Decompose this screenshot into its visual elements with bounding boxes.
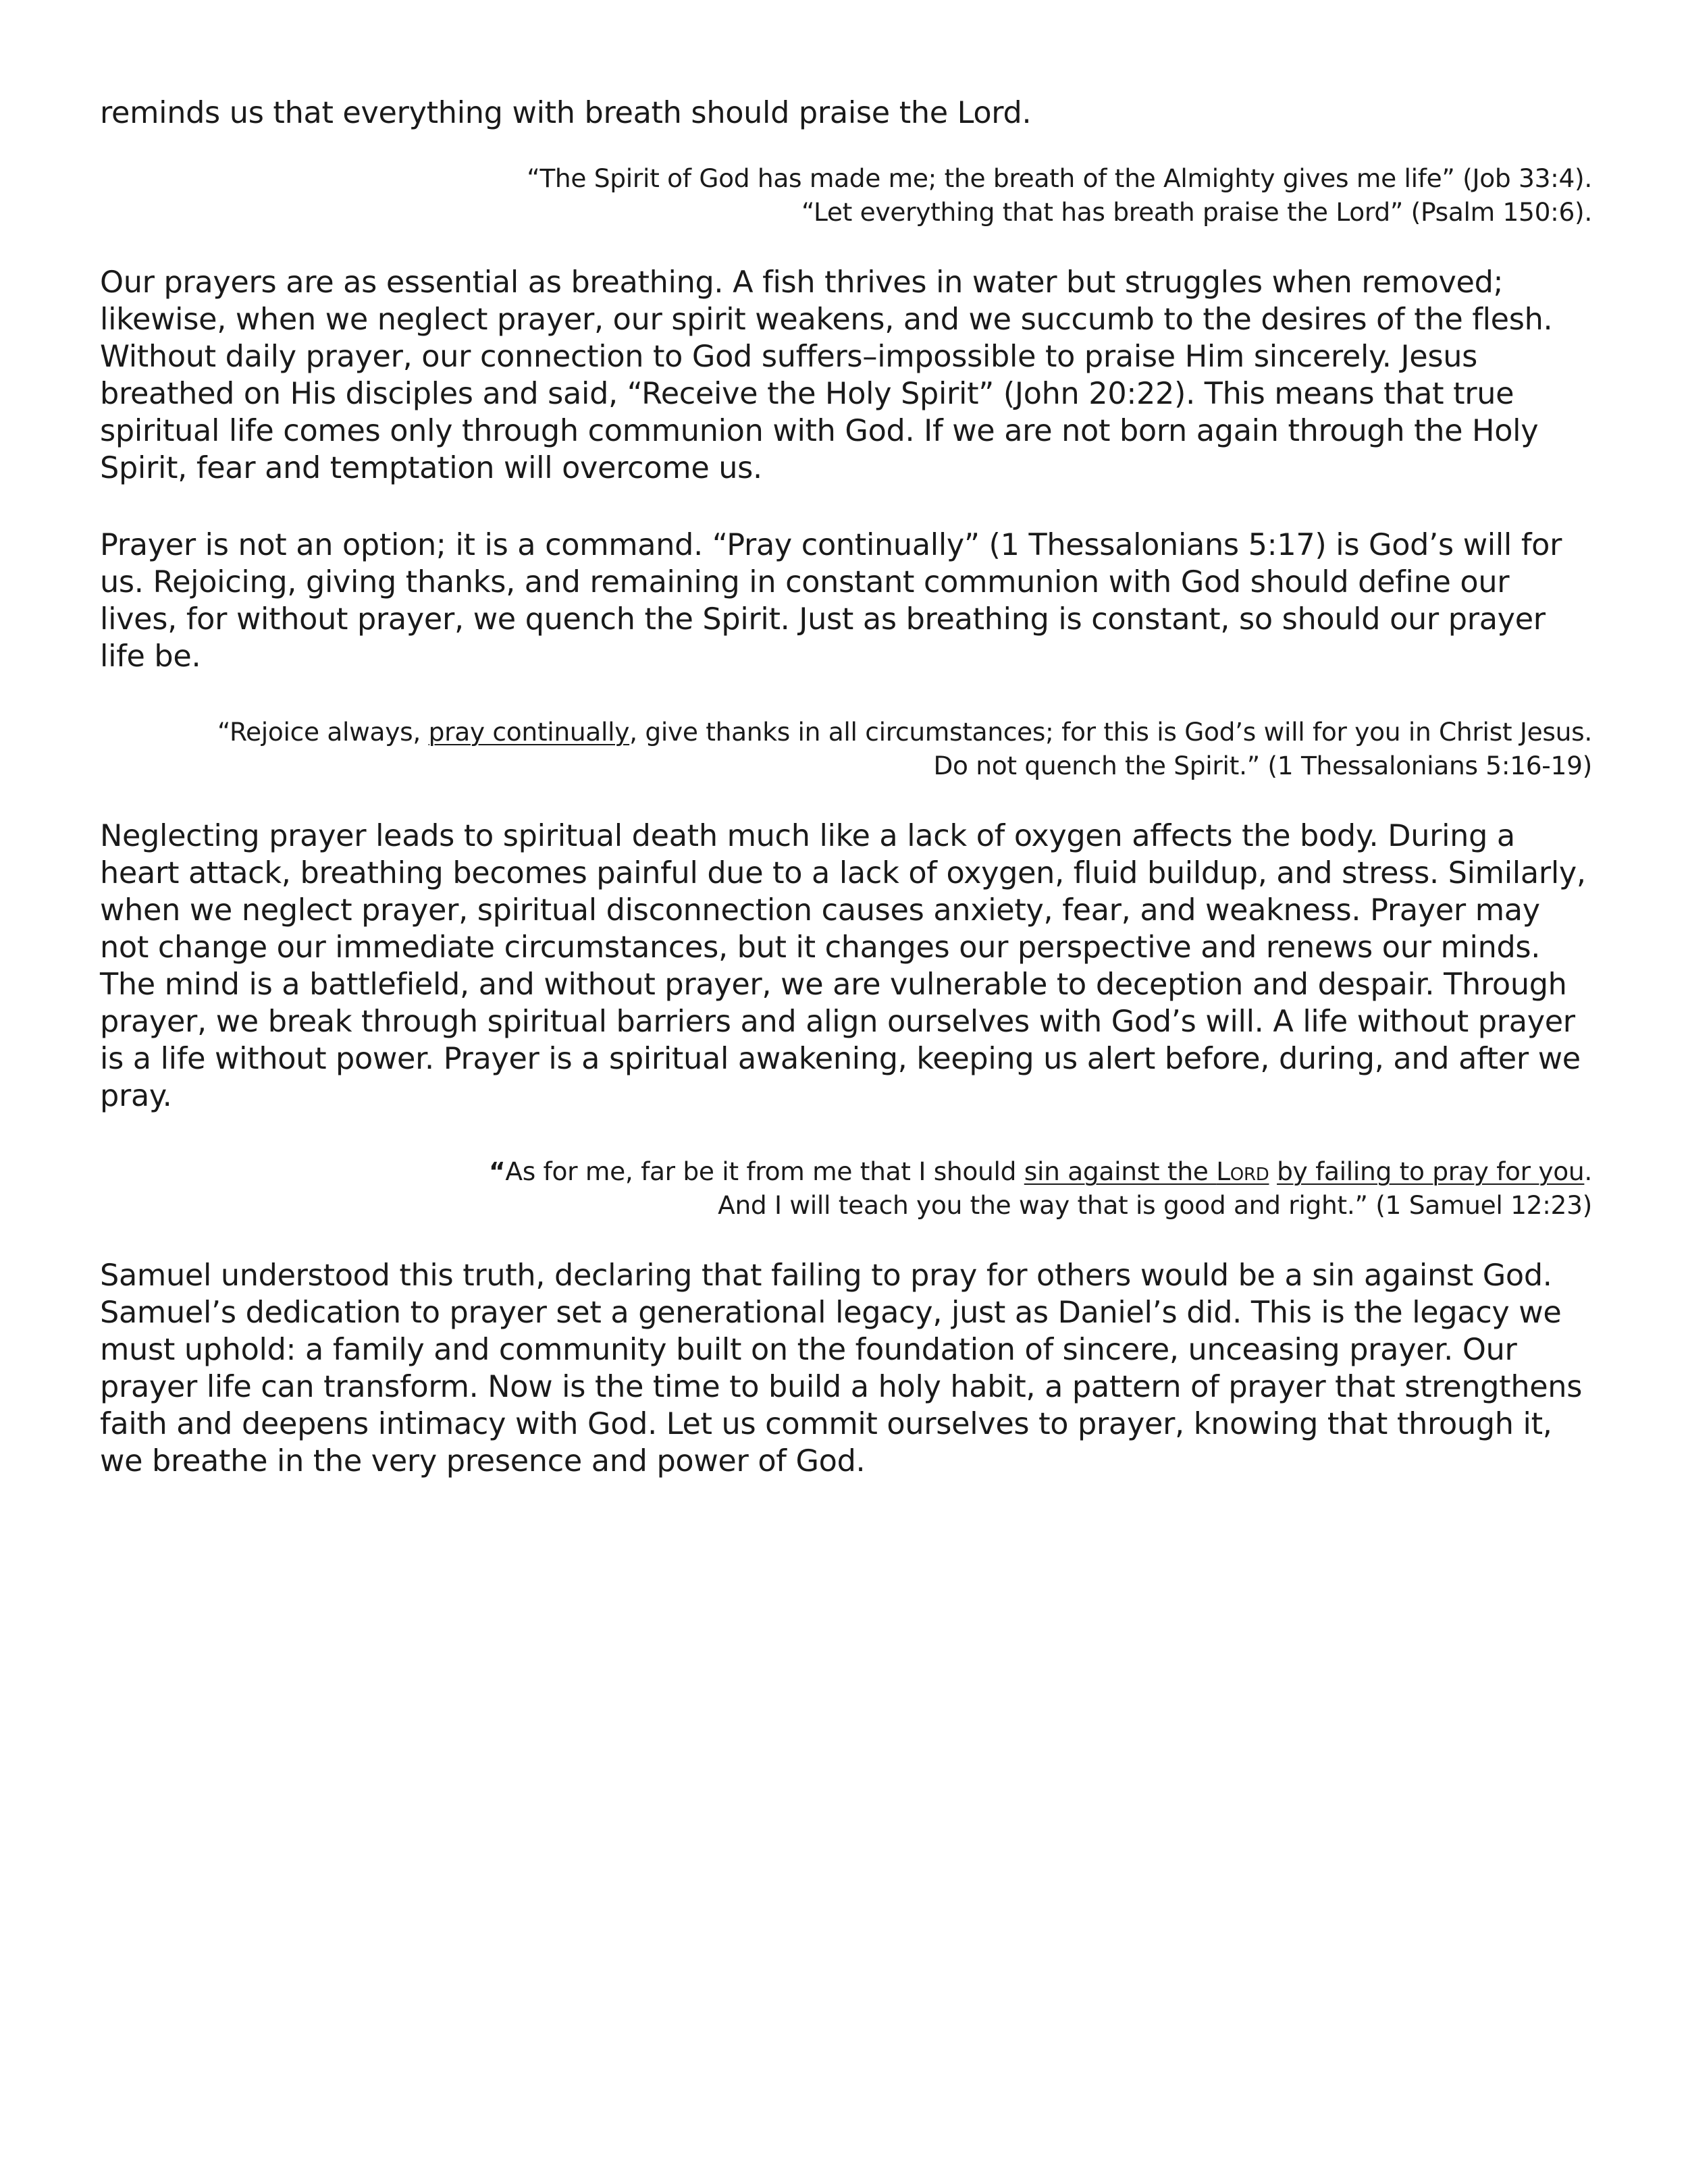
underlined-phrase bbox=[1024, 1156, 1269, 1186]
document-page bbox=[100, 95, 1592, 1520]
paragraph-samuel-legacy: Samuel understood this truth, declaring that failing to pray for others would be a sin against God. Samuel’s dedication to prayer set a generational legacy, just as Daniel’s did. This is the legacy we must uphold: a family and community built on the foundation of sincere, unceasing prayer. Our prayer life can transform. Now is the time to build a holy habit, a pattern of prayer that strengthens faith and deepens intimacy with God. Let us commit ourselves to prayer, knowing that through it, we breathe in the very presence and power of God. bbox=[100, 1258, 1583, 1479]
quote-line: And I will teach you the way that is good and right.” (1 Samuel 12:23) bbox=[718, 1190, 1592, 1220]
quote-line: “The Spirit of God has made me; the breath of the Almighty gives me life” (Job 33:4). bbox=[527, 163, 1592, 193]
underlined-phrase: pray continually bbox=[428, 717, 630, 747]
paragraph-neglecting-prayer: Neglecting prayer leads to spiritual death much like a lack of oxygen affects the body. During a heart attack, breathing becomes painful due to a lack of oxygen, fluid buildup, and stress. Similarly, when we neglect prayer, spiritual disconnection causes anxiety, fear, and weakness. Prayer may not change our immediate circumstances, but it changes our perspective and renews our minds. The mind is a battlefield, and without prayer, we are vulnerable to deception and despair. Through prayer, we break through spiritual barriers and align ourselves with God’s will. A life without prayer is a life without power. Prayer is a spiritual awakening, keeping us alert before, during, and after we pray. bbox=[100, 819, 1586, 1113]
paragraph-continuation: reminds us that everything with breath should praise the Lord. bbox=[100, 96, 1032, 130]
quote-text: As for me, far be it from me that I should bbox=[505, 1156, 1024, 1186]
quote-text: “Rejoice always, bbox=[217, 717, 429, 747]
quote-line: Do not quench the Spirit.” (1 Thessalonians 5:16-19) bbox=[933, 751, 1592, 780]
quote-text: . bbox=[1584, 1156, 1592, 1186]
space bbox=[1269, 1156, 1277, 1186]
scripture-quote-thessalonians bbox=[100, 715, 1592, 782]
quote-text: , give thanks in all circumstances; for this is God’s will for you in Christ Jesus. bbox=[629, 717, 1592, 747]
scripture-quote-job-psalm bbox=[100, 161, 1592, 229]
underlined-text: sin against the bbox=[1024, 1156, 1217, 1186]
lord-smallcaps: Lord bbox=[1216, 1156, 1269, 1186]
scripture-quote-samuel bbox=[100, 1154, 1592, 1222]
underlined-phrase: by failing to pray for you bbox=[1277, 1156, 1585, 1186]
quote-line bbox=[100, 715, 1592, 749]
quote-line: “Let everything that has breath praise the Lord” (Psalm 150:6). bbox=[801, 197, 1592, 227]
open-quote-mark: “ bbox=[488, 1156, 506, 1186]
quote-line bbox=[100, 1154, 1592, 1188]
paragraph-prayer-command: Prayer is not an option; it is a command. “Pray continually” (1 Thessalonians 5:17) is God’s will for us. Rejoicing, giving thanks, and remaining in constant communion with God should define our lives, for without prayer, we quench the Spirit. Just as breathing is constant, so should our prayer life be. bbox=[100, 528, 1562, 674]
paragraph-prayer-breathing: Our prayers are as essential as breathing. A fish thrives in water but struggles when removed; likewise, when we neglect prayer, our spirit weakens, and we succumb to the desires of the flesh. Without daily prayer, our connection to God suffers–impossible to praise Him sincerely. Jesus breathed on His disciples and said, “Receive the Holy Spirit” (John 20:22). This means that true spiritual life comes only through communion with God. If we are not born again through the Holy Spirit, fear and temptation will overcome us. bbox=[100, 265, 1553, 485]
